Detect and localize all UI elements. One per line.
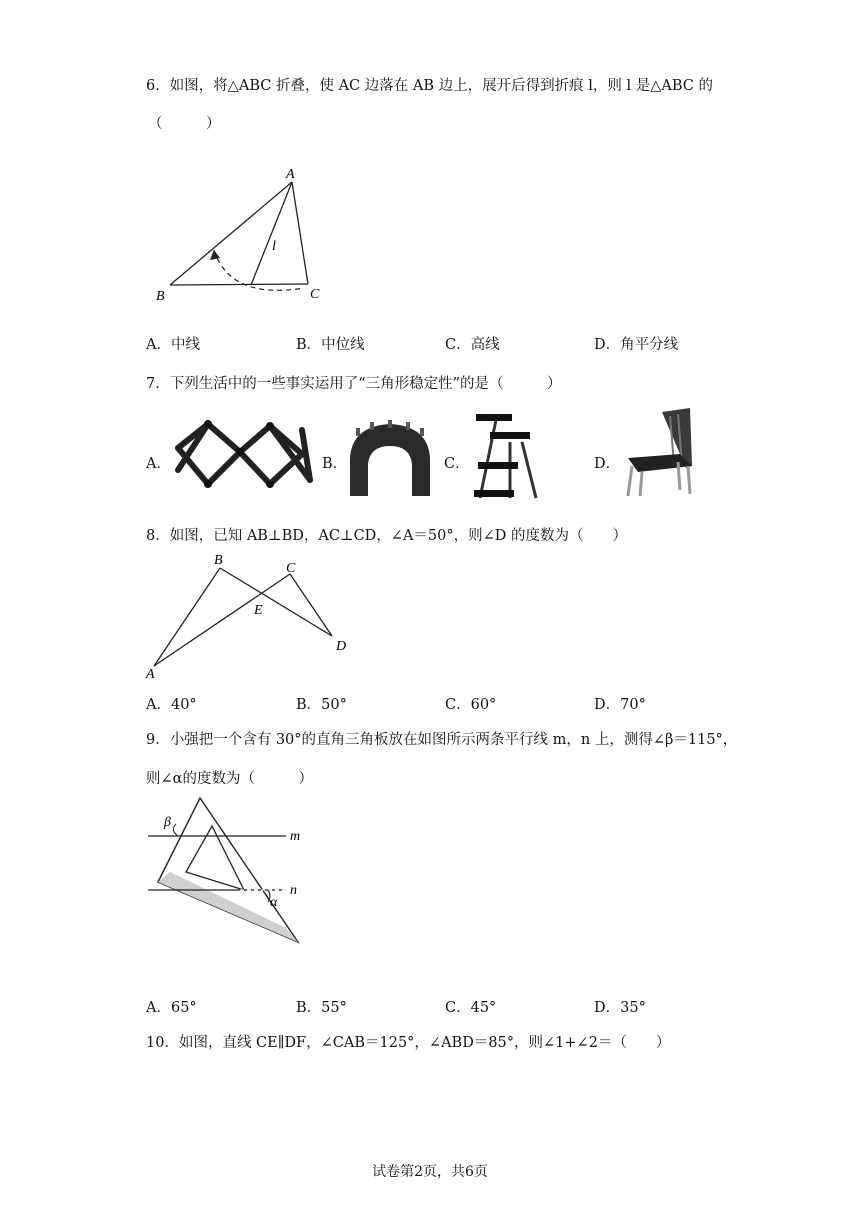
q8-label-d: D: [336, 639, 347, 654]
q7-stem: 7．下列生活中的一些事实运用了“三角形稳定性”的是（ ）: [146, 376, 562, 392]
q10-stem: 10．如图，直线 CE∥DF，∠CAB＝125°，∠ABD＝85°，则∠1+∠2＝（ ）: [146, 1035, 671, 1051]
q9-label-beta: β: [164, 815, 171, 830]
q8-option-d: D．70°: [594, 697, 646, 713]
q6-option-d: D．角平分线: [594, 337, 679, 353]
q7-option-a: A．: [146, 456, 171, 472]
q8-label-e: E: [254, 603, 263, 618]
q9-option-d: D．35°: [594, 1000, 646, 1016]
page-footer: 试卷第2页，共6页: [372, 1164, 488, 1180]
q7-option-c: C．: [444, 456, 470, 472]
q8-option-b: B．50°: [296, 697, 347, 713]
step-ladder-icon: [470, 412, 550, 500]
q6-option-a: A．中线: [146, 337, 200, 353]
q6-label-l: l: [272, 239, 276, 254]
chair-icon: [618, 406, 698, 498]
q6-answer-paren: （ ）: [148, 116, 221, 132]
q9-option-a: A．65°: [146, 1000, 197, 1016]
q6-label-c: C: [310, 287, 320, 302]
q8-label-b: B: [214, 553, 223, 568]
arch-bridge-icon: [344, 418, 436, 498]
q8-stem: 8．如图，已知 AB⊥BD，AC⊥CD，∠A＝50°，则∠D 的度数为（ ）: [146, 528, 628, 544]
q9-option-c: C．45°: [445, 1000, 497, 1016]
q8-figure: [140, 548, 360, 680]
q8-label-c: C: [286, 561, 296, 576]
q8-option-a: A．40°: [146, 697, 197, 713]
q9-stem: 9．小强把一个含有 30°的直角三角板放在如图所示两条平行线 m，n 上，测得∠β＝115°，: [146, 732, 738, 748]
q8-label-a: A: [146, 667, 155, 680]
q9-option-b: B．55°: [296, 1000, 347, 1016]
q6-label-a: A: [286, 167, 295, 182]
q6-option-c: C．高线: [445, 337, 500, 353]
q9-set-square-figure: [140, 790, 320, 950]
q9-label-m: m: [290, 829, 301, 844]
lattice-gate-icon: [170, 418, 318, 494]
q6-label-b: B: [156, 289, 165, 304]
q9-label-n: n: [290, 883, 297, 898]
q7-option-b: B．: [322, 456, 348, 472]
q6-triangle-figure: [150, 160, 340, 310]
q9-stem-line2: 则∠α的度数为（ ）: [146, 771, 313, 787]
q6-option-b: B．中位线: [296, 337, 365, 353]
q9-label-alpha: α: [270, 895, 278, 910]
q8-option-c: C．60°: [445, 697, 497, 713]
q6-stem: 6．如图，将△ABC 折叠，使 AC 边落在 AB 边上，展开后得到折痕 l，则 l 是△ABC 的: [146, 78, 713, 94]
q7-option-d: D．: [594, 456, 621, 472]
